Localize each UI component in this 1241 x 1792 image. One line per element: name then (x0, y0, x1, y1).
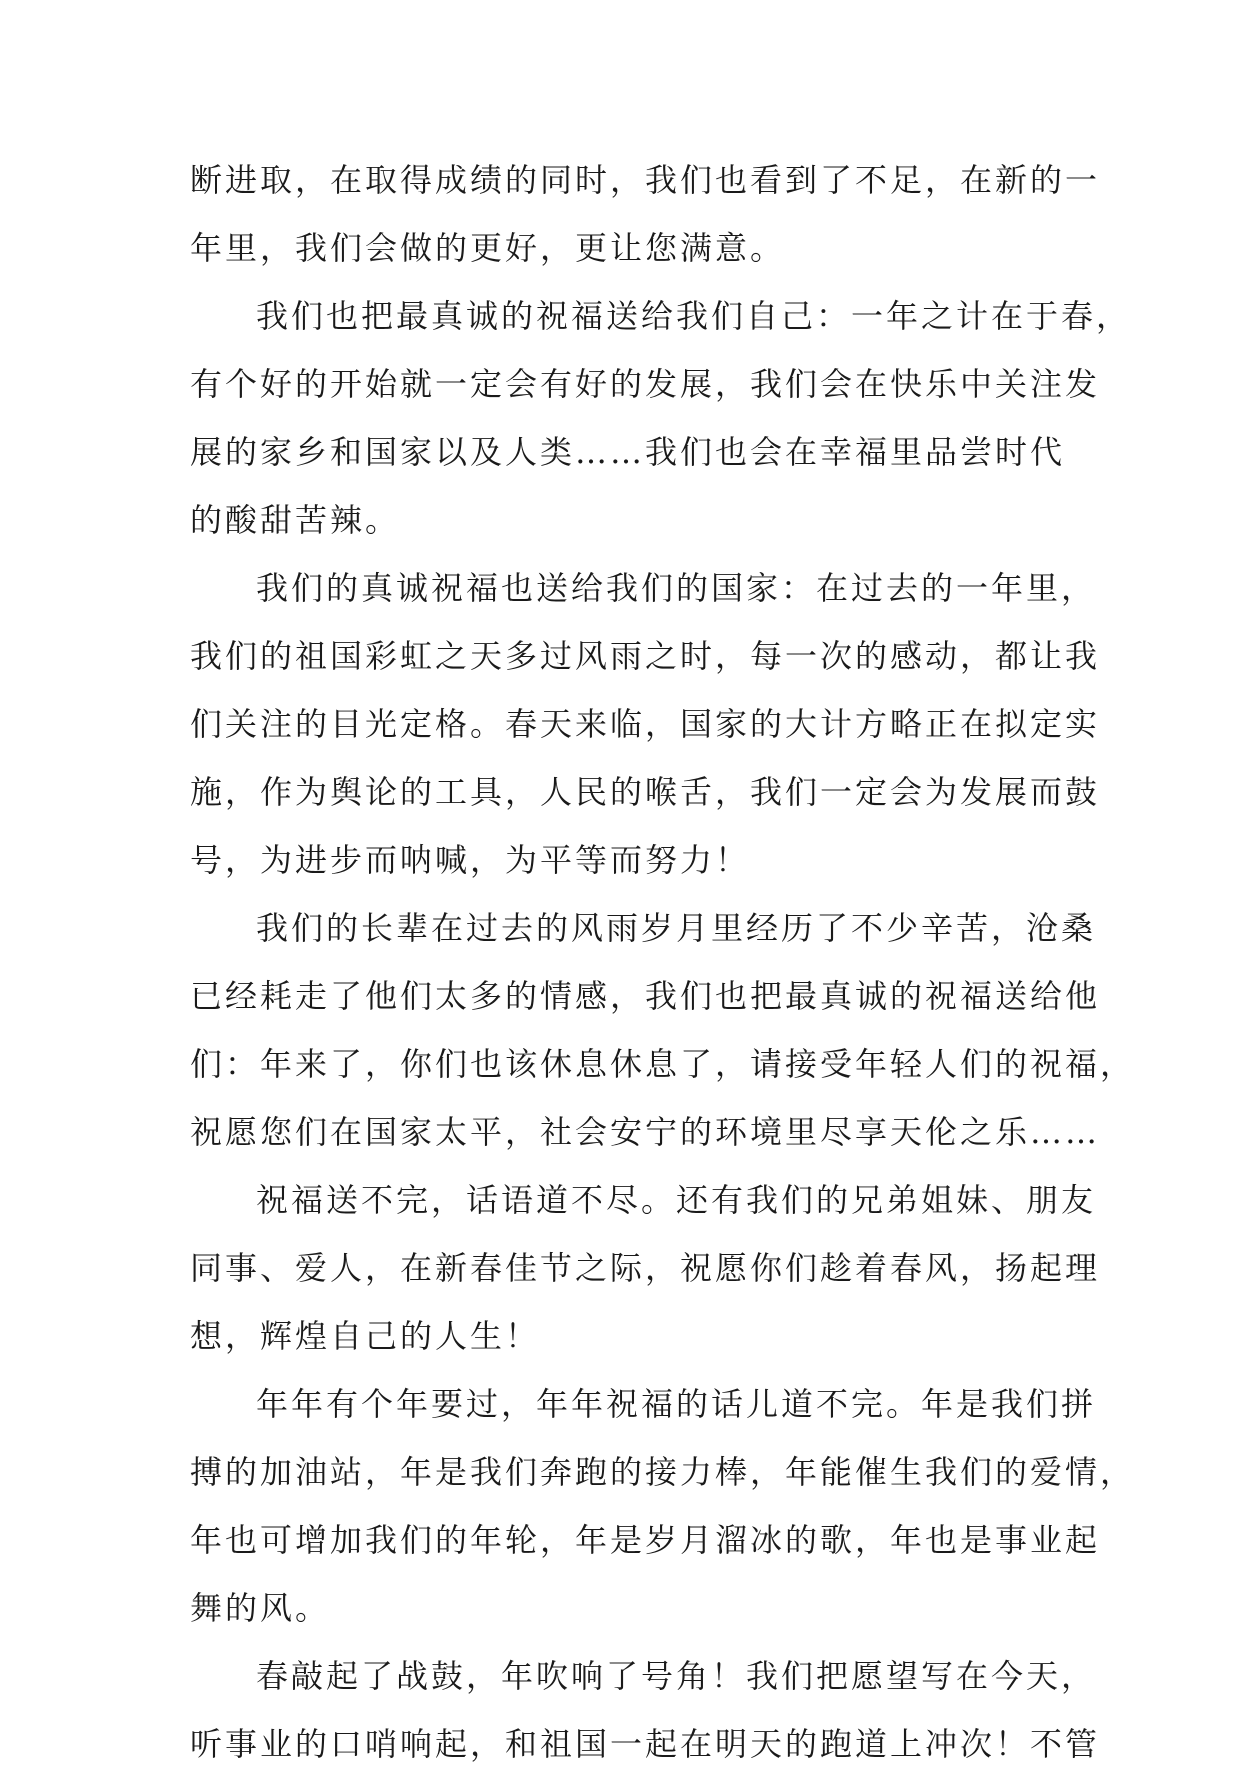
text-line: 的酸甜苦辣。 (190, 501, 401, 539)
text-line: 们关注的目光定格。春天来临，国家的大计方略正在拟定实 (190, 705, 1101, 743)
text-line: 断进取，在取得成绩的同时，我们也看到了不足，在新的一 (190, 161, 1101, 199)
text-line: 祝愿您们在国家太平，社会安宁的环境里尽享天伦之乐…… (190, 1113, 1101, 1151)
text-line: 已经耗走了他们太多的情感，我们也把最真诚的祝福送给他 (190, 977, 1101, 1015)
text-line: 们：年来了，你们也该休息休息了，请接受年轻人们的祝福， (190, 1045, 1136, 1083)
text-line: 我们的真诚祝福也送给我们的国家：在过去的一年里， (256, 569, 1097, 607)
text-line: 舞的风。 (190, 1589, 331, 1627)
text-line: 有个好的开始就一定会有好的发展，我们会在快乐中关注发 (190, 365, 1101, 403)
text-line: 搏的加油站，年是我们奔跑的接力棒，年能催生我们的爱情， (190, 1453, 1136, 1491)
text-line: 想，辉煌自己的人生！ (190, 1317, 541, 1355)
text-line: 年里，我们会做的更好，更让您满意。 (190, 229, 786, 267)
text-line: 同事、爱人，在新春佳节之际，祝愿你们趁着春风，扬起理 (190, 1249, 1101, 1287)
text-line: 听事业的口哨响起，和祖国一起在明天的跑道上冲次！不管 (190, 1725, 1101, 1763)
text-line: 我们的长辈在过去的风雨岁月里经历了不少辛苦，沧桑 (256, 909, 1097, 947)
text-line: 号，为进步而呐喊，为平等而努力！ (190, 841, 751, 879)
text-line: 年也可增加我们的年轮，年是岁月溜冰的歌，年也是事业起 (190, 1521, 1101, 1559)
text-line: 春敲起了战鼓，年吹响了号角！我们把愿望写在今天， (256, 1657, 1097, 1695)
text-line: 祝福送不完，话语道不尽。还有我们的兄弟姐妹、朋友 (256, 1181, 1097, 1219)
document-body (190, 160, 1136, 1792)
text-line: 年年有个年要过，年年祝福的话儿道不完。年是我们拼 (256, 1385, 1097, 1423)
text-line: 我们的祖国彩虹之天多过风雨之时，每一次的感动，都让我 (190, 637, 1101, 675)
text-line: 我们也把最真诚的祝福送给我们自己：一年之计在于春， (256, 297, 1132, 335)
text-line: 施，作为舆论的工具，人民的喉舌，我们一定会为发展而鼓 (190, 773, 1101, 811)
text-line: 展的家乡和国家以及人类……我们也会在幸福里品尝时代 (190, 433, 1066, 471)
